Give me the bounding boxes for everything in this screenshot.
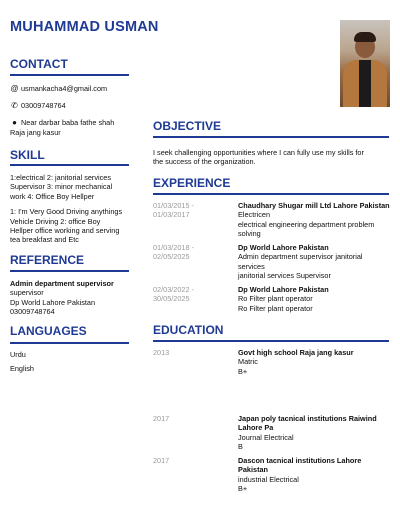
languages-divider: [10, 342, 129, 344]
objective-title: OBJECTIVE: [153, 119, 222, 133]
experience-item: [238, 201, 390, 239]
profile-photo: [340, 20, 390, 107]
education-school: Dascon tacnical institutions Lahore: [238, 456, 362, 465]
contact-phone-row: [10, 101, 66, 110]
skill-text: [10, 173, 122, 245]
language-item: English: [10, 364, 34, 373]
reference-line: 03009748764: [10, 307, 55, 317]
skill-line: 1:electrical 2: janitorial services: [10, 173, 111, 182]
education-title: EDUCATION: [153, 323, 224, 337]
education-item: [238, 414, 377, 452]
languages-title: LANGUAGES: [10, 324, 87, 338]
contact-address-line-1: Near darbar baba fathe shah: [21, 118, 115, 127]
skill-line: Hellper office working and serving: [10, 226, 120, 236]
experience-company: Dp World Lahore Pakistan: [238, 285, 329, 294]
language-item: Urdu: [10, 350, 26, 359]
experience-title: EXPERIENCE: [153, 176, 231, 190]
contact-title: CONTACT: [10, 57, 68, 71]
reference-title: REFERENCE: [10, 253, 85, 267]
objective-text: [153, 148, 364, 167]
experience-detail: services: [238, 261, 265, 271]
education-detail: industrial Electrical: [238, 474, 299, 484]
experience-item: [238, 243, 363, 281]
date-line: 01/03/2018 -: [153, 243, 194, 252]
experience-item: [238, 285, 329, 313]
education-detail: B+: [238, 366, 248, 376]
education-divider: [153, 340, 389, 342]
education-detail: Matric: [238, 357, 258, 367]
skill-title: SKILL: [10, 148, 45, 162]
experience-date: [153, 201, 194, 220]
date-line: 01/03/2015 -: [153, 201, 194, 210]
education-year: 2013: [153, 348, 170, 357]
experience-company: Dp World Lahore Pakistan: [238, 243, 329, 252]
reference-text: [10, 279, 114, 317]
contact-address-row: [10, 118, 114, 127]
candidate-name: MUHAMMAD USMAN: [10, 19, 159, 35]
education-detail: B+: [238, 484, 248, 494]
education-school: Pakistan: [238, 465, 269, 475]
at-icon: @: [10, 84, 19, 93]
phone-icon: ✆: [11, 101, 18, 110]
education-school: Govt high school Raja jang kasur: [238, 348, 354, 357]
skill-line: 1: I'm Very Good Driving anythings: [10, 207, 123, 217]
experience-detail: solving: [238, 229, 261, 239]
date-line: 02/05/2025: [153, 252, 190, 262]
experience-detail: Admin department supervisor janitorial: [238, 252, 363, 262]
objective-line: I seek challenging opportunities where I can fully use my skills for: [153, 148, 364, 157]
experience-detail: Ro Filter plant operator: [238, 303, 313, 313]
reference-name: Admin department supervisor: [10, 279, 114, 288]
date-line: 02/03/2022 -: [153, 285, 194, 294]
skill-line: tea breakfast and Etc: [10, 235, 79, 245]
date-line: 30/05/2025: [153, 294, 190, 304]
location-pin-icon: ●: [12, 118, 17, 127]
experience-detail: electrical engineering department problem: [238, 219, 375, 229]
objective-line: the success of the organization.: [153, 157, 256, 167]
contact-divider: [10, 74, 129, 76]
contact-email: usmankacha4@gmail.com: [21, 84, 108, 93]
experience-date: [153, 243, 194, 262]
education-detail: Journal Electrical: [238, 432, 294, 442]
education-school: Japan poly tacnical institutions Raiwind: [238, 414, 377, 423]
education-item: [238, 348, 354, 376]
reference-line: Dp World Lahore Pakistan: [10, 297, 96, 307]
experience-detail: Ro Filter plant operator: [238, 294, 313, 304]
reference-line: supervisor: [10, 288, 44, 298]
education-year: 2017: [153, 456, 170, 465]
experience-divider: [153, 193, 389, 195]
reference-divider: [10, 270, 129, 272]
skill-line: Vehicle Driving 2: office Boy: [10, 216, 101, 226]
education-school: Lahore Pa: [238, 423, 274, 433]
education-item: [238, 456, 361, 494]
objective-divider: [153, 136, 389, 138]
experience-detail: Electricen: [238, 210, 271, 220]
education-year: 2017: [153, 414, 170, 423]
skill-line: work 4: Office Boy Hellper: [10, 191, 95, 201]
skill-divider: [10, 164, 129, 166]
experience-company: Chaudhary Shugar mill Ltd Lahore Pakistan: [238, 201, 390, 210]
skill-line: Supervisor 3: minor mechanical: [10, 182, 113, 192]
experience-detail: janitorial services Supervisor: [238, 271, 331, 281]
contact-phone: 03009748764: [21, 101, 66, 110]
contact-email-row: [10, 84, 107, 93]
education-detail: B: [238, 442, 243, 452]
experience-date: [153, 285, 194, 304]
date-line: 01/03/2017: [153, 210, 190, 220]
contact-address-line-2: Raja jang kasur: [10, 127, 61, 137]
